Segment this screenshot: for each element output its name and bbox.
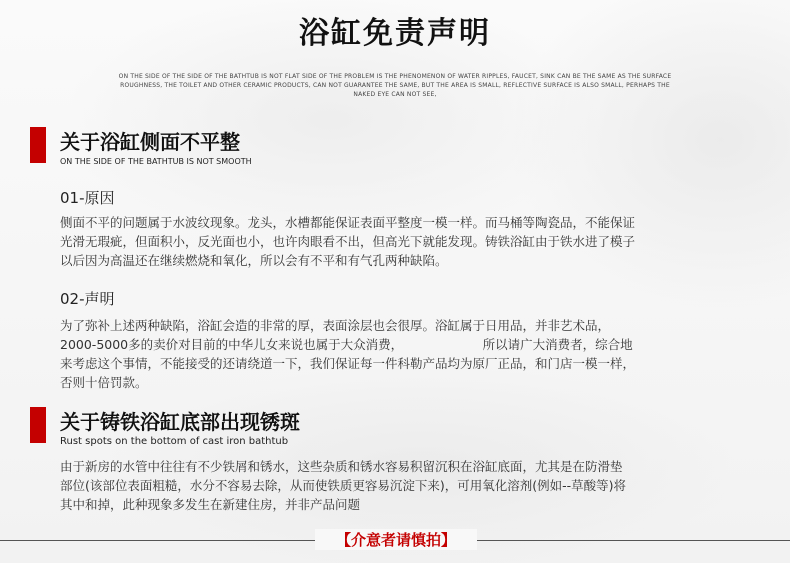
subtitle-line: ON THE SIDE OF THE SIDE OF THE BATHTUB IS NOT FLAT SIDE OF THE PROBLEM IS THE PHENOMENON OF WATER RIPPLES, FAUCET, SINK CAN BE THE SAME AS THE SURFACE bbox=[118, 73, 672, 80]
paragraph-line: 否则十倍罚款。 bbox=[60, 375, 148, 390]
paragraph-line: 为了弥补上述两种缺陷，浴缸会造的非常的厚，表面涂层也会很厚。浴缸属于日用品，并非艺术品， bbox=[60, 318, 611, 333]
section-marker bbox=[30, 127, 46, 163]
paragraph-line: 光滑无瑕疵，但面积小，反光面也小，也许肉眼看不出，但高光下就能发现。铸铁浴缸由于铁水进了模子 bbox=[60, 234, 636, 249]
paragraph-line: 侧面不平的问题属于水波纹现象。龙头，水槽都能保证表面平整度一模一样。而马桶等陶瓷品，不能保证 bbox=[60, 215, 636, 230]
statement-paragraph bbox=[60, 316, 635, 392]
paragraph-line: 部位(该部位表面粗糙，水分不容易去除，从而使铁质更容易沉淀下来)，可用氧化溶剂(例如--草酸等)将 bbox=[60, 478, 627, 493]
section2-title: 关于铸铁浴缸底部出现锈斑 bbox=[60, 410, 300, 434]
section1-subtitle: ON THE SIDE OF THE BATHTUB IS NOT SMOOTH bbox=[60, 157, 252, 166]
section2-subtitle: Rust spots on the bottom of cast iron bathtub bbox=[60, 436, 289, 447]
section-marker bbox=[30, 407, 46, 443]
reason-paragraph bbox=[60, 213, 635, 270]
subtitle-line: NAKED EYE CAN NOT SEE, bbox=[353, 91, 437, 98]
paragraph-line: 其中和掉，此种现象多发生在新建住房，并非产品问题 bbox=[60, 497, 361, 512]
paragraph-line: 由于新房的水管中往往有不少铁屑和锈水，这些杂质和锈水容易积留沉积在浴缸底面，尤其是在防滑垫 bbox=[60, 459, 623, 474]
reason-heading: 01-原因 bbox=[60, 189, 115, 207]
statement-heading: 02-声明 bbox=[60, 290, 115, 308]
paragraph-line: 2000-5000多的卖价对目前的中华儿女来说也属于大众消费， 所以请广大消费者，综合地 bbox=[60, 337, 633, 352]
section1-title: 关于浴缸侧面不平整 bbox=[60, 130, 240, 154]
page-subtitle bbox=[110, 72, 680, 99]
footer-notice: 【介意者请慎拍】 bbox=[315, 529, 477, 550]
paragraph-line: 以后因为高温还在继续燃烧和氧化，所以会有不平和有气孔两种缺陷。 bbox=[60, 253, 448, 268]
rust-paragraph bbox=[60, 457, 626, 514]
paragraph-line: 来考虑这个事情，不能接受的还请绕道一下，我们保证每一件科勒产品均为原厂正品，和门店一模一样， bbox=[60, 356, 636, 371]
page-title: 浴缸免责声明 bbox=[299, 16, 491, 51]
subtitle-line: ROUGHNESS, THE TOILET AND OTHER CERAMIC PRODUCTS, CAN NOT GUARANTEE THE SAME, BUT THE AREA IS SMALL, REFLECTIVE SURFACE IS ALSO SMALL, PERHAPS THE bbox=[120, 82, 670, 89]
